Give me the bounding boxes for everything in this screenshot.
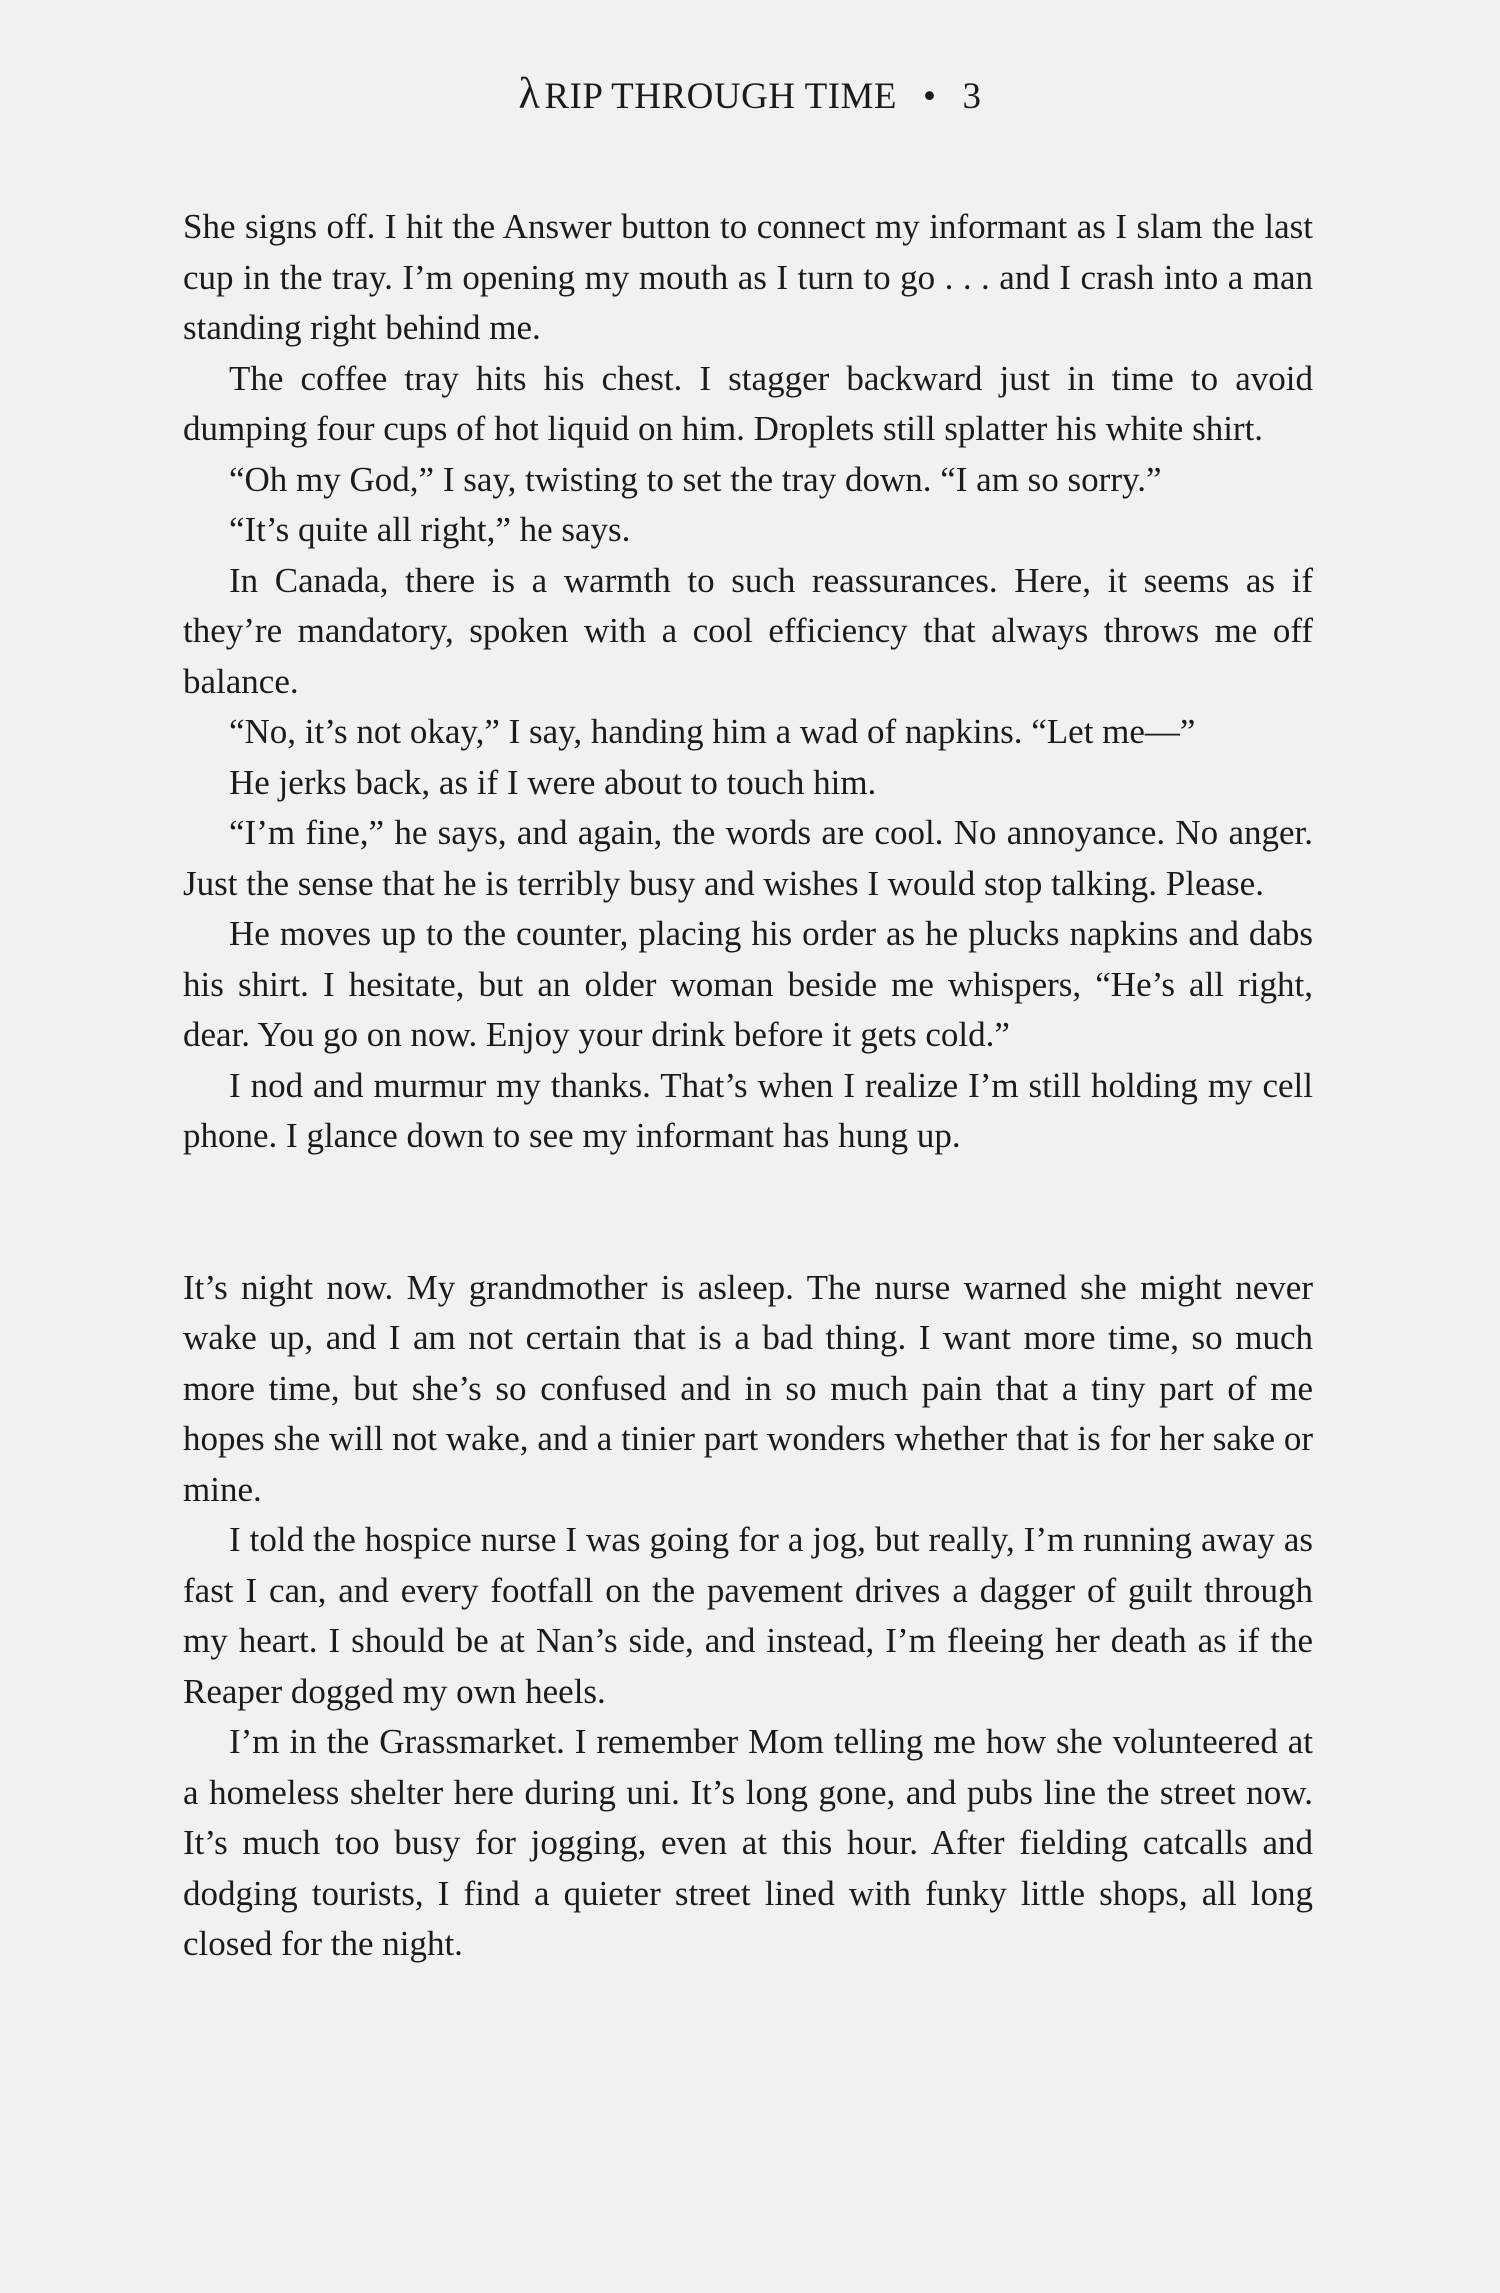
paragraph: I nod and murmur my thanks. That’s when I realize I’m still holding my cell phone. I glance down to see my informant has hung up. — [183, 1065, 1313, 1155]
paragraph: In Canada, there is a warmth to such reassurances. Here, it seems as if they’re mandatory, spoken with a cool efficiency that always throws me off balance. — [183, 560, 1313, 701]
paragraph: He moves up to the counter, placing his order as he plucks napkins and dabs his shirt. I hesitate, but an older woman beside me whispers, “He’s all right, dear. You go on now. Enjoy your drink before it gets cold.” — [183, 914, 1313, 1054]
header-separator: • — [923, 76, 937, 117]
paragraph: I’m in the Grassmarket. I remember Mom telling me how she volunteered at a homeless shelter here during uni. It’s long gone, and pubs line the street now. It’s much too busy for jogging, even at this hour. After fielding catcalls and dodging tourists, I find a quieter street lined with funky little shops, all long closed for the night. — [183, 1722, 1313, 1963]
paragraph: He jerks back, as if I were about to touch him. — [229, 762, 877, 802]
paragraph: I told the hospice nurse I was going for a jog, but really, I’m running away as fast I can, and every footfall on the pavement drives a dagger of guilt through my heart. I should be at Nan’s side, and instead, I’m fleeing her death as if the Reaper dogged my own heels. — [183, 1520, 1313, 1711]
paragraph: “I’m fine,” he says, and again, the words are cool. No annoyance. No anger. Just the sense that he is terribly busy and wishes I would stop talking. Please. — [183, 813, 1313, 903]
page-number: 3 — [962, 76, 982, 117]
paragraph: “No, it’s not okay,” I say, handing him a wad of napkins. “Let me—” — [229, 712, 1196, 751]
running-header — [0, 68, 1500, 119]
section-start-paragraph: It’s night now. My grandmother is asleep. The nurse warned she might never wake up, and I am not certain that is a bad thing. I want more time, so much more time, but she’s so confused and in so much pain that a tiny part of me hopes she will not wake, and a tinier part wonders whether that is for her sake or mine. — [183, 1267, 1313, 1509]
paragraph: The coffee tray hits his chest. I stagger backward just in time to avoid dumping four cups of hot liquid on him. Droplets still splatter his white shirt. — [183, 358, 1313, 448]
title-glyph: λ — [518, 69, 541, 118]
paragraph: She signs off. I hit the Answer button to connect my informant as I slam the last cup in the tray. I’m opening my mouth as I turn to go . . . and I crash into a man standing right behind me. — [183, 207, 1313, 347]
paragraph: “It’s quite all right,” he says. — [229, 510, 631, 549]
book-title: RIP THROUGH TIME — [544, 76, 898, 117]
paragraph: “Oh my God,” I say, twisting to set the tray down. “I am so sorry.” — [229, 459, 1162, 499]
body-text — [183, 202, 1313, 1970]
